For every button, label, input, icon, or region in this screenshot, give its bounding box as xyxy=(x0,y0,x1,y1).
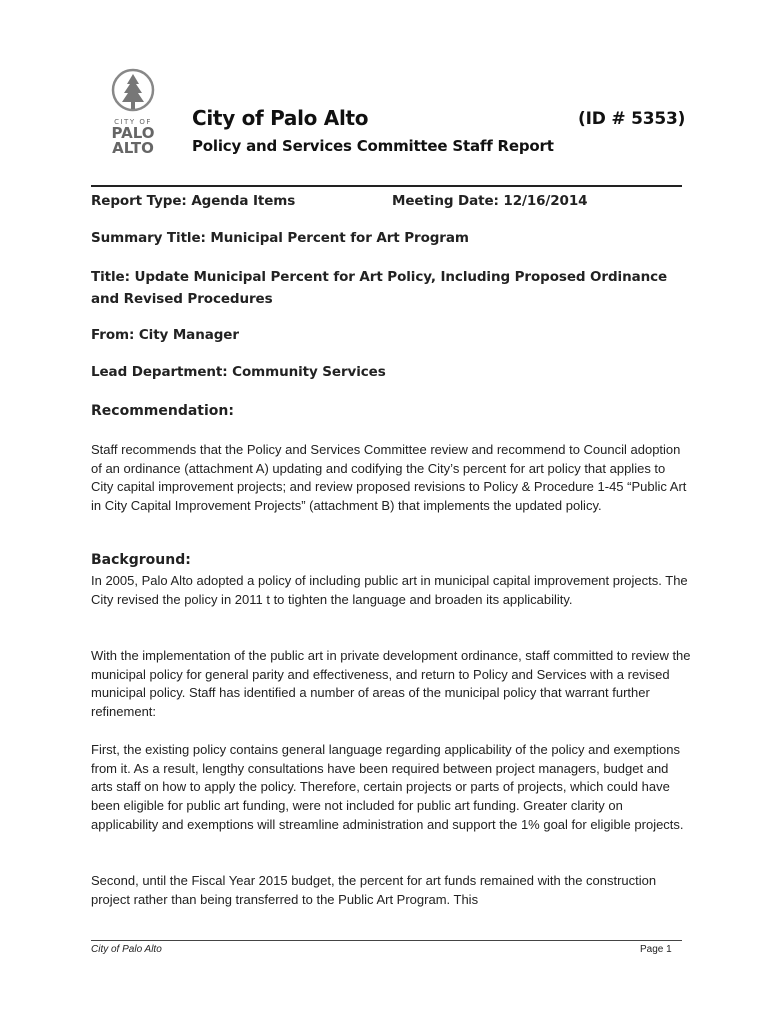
document-id: (ID # 5353) xyxy=(578,109,686,129)
report-title: Title: Update Municipal Percent for Art Policy, Including Proposed Ordinance and Revised Procedures xyxy=(91,269,668,307)
meeting-date: Meeting Date: 12/16/2014 xyxy=(392,193,588,209)
header-divider xyxy=(91,185,682,187)
report-type: Report Type: Agenda Items xyxy=(91,193,296,209)
background-heading: Background: xyxy=(91,552,191,568)
background-paragraph-1: In 2005, Palo Alto adopted a policy of including public art in municipal capital improvement projects. The City revised the policy in 2011 t to tighten the language and broaden its applicability. xyxy=(91,573,688,607)
logo-palo-text: PALO xyxy=(111,124,155,142)
background-paragraph-3: First, the existing policy contains general language regarding applicability of the policy and exemptions from it. As a result, lengthy consultations have been required between project managers, budget and arts staff on how to apply the policy. Therefore, certain projects or parts of projects, which could have been eligible for public art funding, were not included for public art funding. Greater clarity on applicability and exemptions will streamline administration and support the 1% goal for eligible projects. xyxy=(91,742,684,832)
summary-title: Summary Title: Municipal Percent for Art Program xyxy=(91,230,469,246)
recommendation-text: Staff recommends that the Policy and Services Committee review and recommend to Council adoption of an ordinance (attachment A) updating and codifying the City’s percent for art policy that applies to City capital improvement projects; and review proposed revisions to Policy & Procedure 1-45 “Public Art in City Capital Improvement Projects” (attachment B) that implements the updated policy. xyxy=(91,442,687,514)
recommendation-heading: Recommendation: xyxy=(91,403,234,419)
lead-department: Lead Department: Community Services xyxy=(91,364,386,380)
logo-city-of-text: CITY OF xyxy=(114,118,152,126)
from-line: From: City Manager xyxy=(91,327,239,343)
footer-divider xyxy=(91,940,682,941)
background-paragraph-4: Second, until the Fiscal Year 2015 budget, the percent for art funds remained with the construction project rather than being transferred to the Public Art Program. This xyxy=(91,873,657,907)
footer-city-name: City of Palo Alto xyxy=(91,944,162,955)
logo-alto-text: ALTO xyxy=(112,139,154,157)
document-title: City of Palo Alto xyxy=(192,106,369,130)
page-number: Page 1 xyxy=(640,944,672,955)
document-subtitle: Policy and Services Committee Staff Report xyxy=(192,137,554,155)
background-paragraph-2: With the implementation of the public art in private development ordinance, staff committed to review the municipal policy for general parity and effectiveness, and return to Policy and Services with a revised municipal policy. Staff has identified a number of areas of the municipal policy that warrant further refinement: xyxy=(91,648,691,720)
